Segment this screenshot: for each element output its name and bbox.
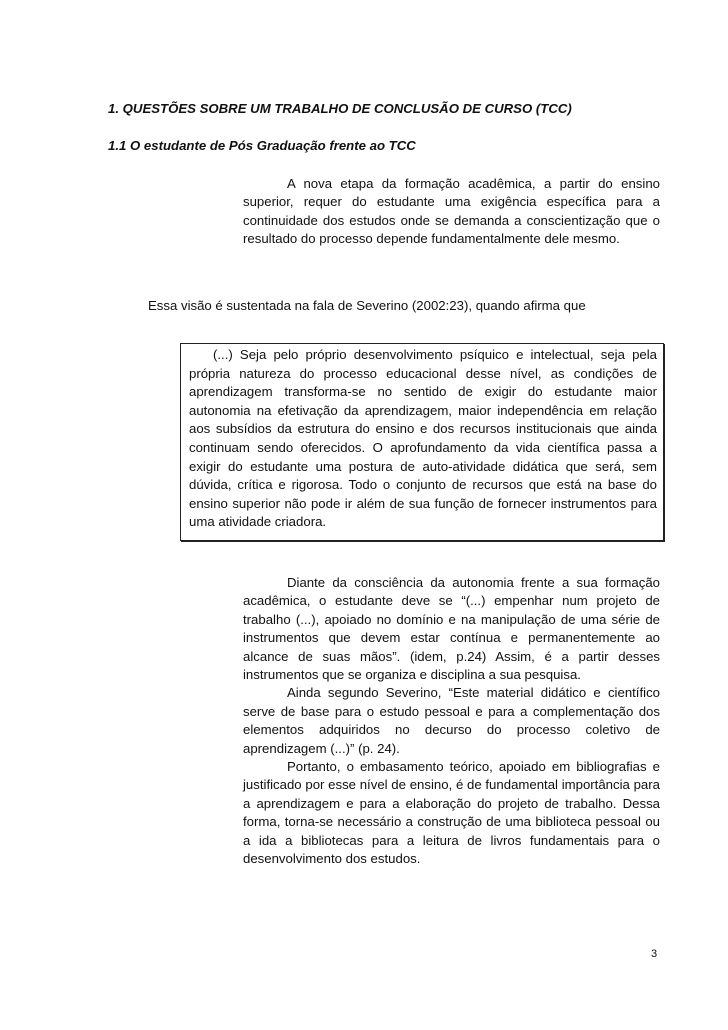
section-heading: 1. QUESTÕES SOBRE UM TRABALHO DE CONCLUSÃO DE CURSO (TCC) [108, 101, 572, 116]
body-paragraph-conclusion: Portanto, o embasamento teórico, apoiado em bibliografias e justificado por esse nível de ensino, é de fundamental importância para a aprendizagem e para a elaboração do projeto de trabalho. Dessa forma, torna-se necessário a construção de uma biblioteca pessoal ou a ida a bibliotecas para a leitura de livros fundamentais para o desenvolvimento dos estudos. [243, 759, 660, 867]
subsection-heading: 1.1 O estudante de Pós Graduação frente ao TCC [108, 138, 416, 153]
body-text [243, 574, 660, 869]
block-quote [180, 343, 664, 541]
body-paragraph-autonomy: Diante da consciência da autonomia frente a sua formação acadêmica, o estudante deve se “(...) empenhar num projeto de trabalho (...), apoiado no domínio e na manipulação de uma série de instrumentos que devem estar contínua e permanentemente ao alcance de suas mãos”. (idem, p.24) Assim, é a partir desses instrumentos que se organiza e disciplina a sua pesquisa. [243, 575, 660, 683]
citation-lead-paragraph: Essa visão é sustentada na fala de Severino (2002:23), quando afirma que [148, 298, 586, 313]
page-number: 3 [651, 948, 658, 960]
body-paragraph-severino: Ainda segundo Severino, “Este material didático e científico serve de base para o estudo pessoal e para a complementação dos elementos adquiridos no decurso do processo coletivo de aprendizagem (...)” (p. 24). [243, 685, 660, 756]
intro-paragraph: A nova etapa da formação acadêmica, a partir do ensino superior, requer do estudante uma exigência específica para a continuidade dos estudos onde se demanda a conscientização que o resultado do processo depende fundamentalmente dele mesmo. [243, 176, 660, 247]
block-quote-text: (...) Seja pelo próprio desenvolvimento psíquico e intelectual, seja pela própria natureza do processo educacional desse nível, as condições de aprendizagem transforma-se no sentido de exigir do estudante maior autonomia na efetivação da aprendizagem, maior independência em relação aos subsídios da estrutura do ensino e dos recursos institucionais que ainda continuam sendo oferecidos. O aprofundamento da vida científica passa a exigir do estudante uma postura de auto-atividade didática que será, sem dúvida, crítica e rigorosa. Todo o conjunto de recursos que está na base do ensino superior não pode ir além de sua função de fornecer instrumentos para uma atividade criadora. [189, 347, 657, 530]
